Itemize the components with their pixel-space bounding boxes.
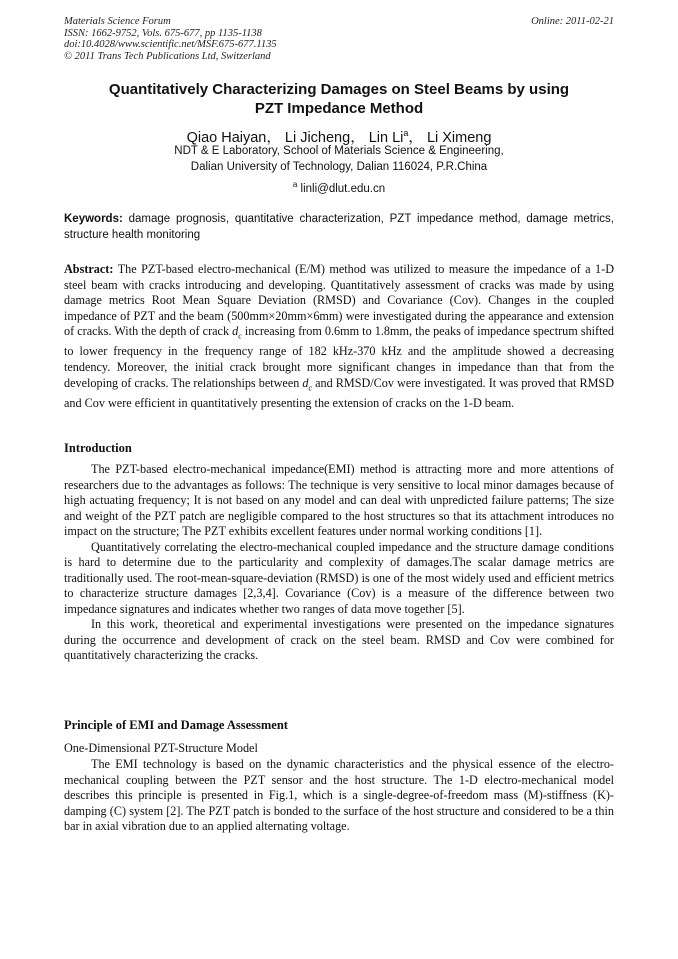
email-superscript: a: [292, 180, 298, 189]
affiliation-line-2: Dalian University of Technology, Dalian 116024, P.R.China: [190, 161, 488, 173]
intro-paragraph-3: In this work, theoretical and experimental investigations were presented on the impedance signatures during the occurrence and development of crack on the steel beam. RMSD and Cov were combined for quantitatively characterizing the cracks.: [64, 617, 614, 662]
keywords-text: damage prognosis, quantitative characterization, PZT impedance method, damage metrics, structure health monitoring: [64, 213, 614, 241]
author-email: [64, 178, 614, 196]
keywords-label: Keywords:: [64, 213, 123, 225]
copyright-line: © 2011 Trans Tech Publications Ltd, Switzerland: [64, 50, 271, 62]
journal-header: [64, 16, 277, 62]
doi-line: doi:10.4028/www.scientific.net/MSF.675-677.1135: [64, 39, 277, 50]
affiliation-line-1: NDT & E Laboratory, School of Materials Science & Engineering,: [174, 145, 504, 157]
abstract: [64, 262, 614, 411]
principle-heading: Principle of EMI and Damage Assessment: [64, 718, 288, 732]
author-3-superscript: a: [403, 128, 409, 138]
subsection-heading: One-Dimensional PZT-Structure Model: [64, 741, 258, 755]
introduction-heading: Introduction: [64, 441, 132, 455]
title-line-2: PZT Impedance Method: [254, 99, 424, 117]
crack-depth-symbol: d: [302, 375, 309, 390]
abstract-text-2: increasing from 0.6mm to 1.8mm, the peaks of impedance spectrum shifted to lower frequency in the frequency range of 182 kHz-370 kHz and the amplitude showed a decreasing tendency. Moreover, the initial crack brought more significant changes in impedance than that from the developing of cracks. The relationships between: [64, 324, 615, 390]
affiliation: [64, 143, 614, 175]
journal-name: Materials Science Forum: [64, 16, 171, 27]
crack-depth-subscript: c: [308, 383, 313, 393]
author-separator: ，: [408, 130, 423, 146]
intro-paragraph-2: Quantitatively correlating the electro-mechanical coupled impedance and the structure damage conditions is hard to determine due to the particularity and complexity of damages.The scalar damage metrics are traditionally used. The root-mean-square-deviation (RMSD) is one of the most widely used and efficient metrics to characterize structure damages [2,3,4]. Covariance (Cov) is a measure of the difference between two impedance signatures and indicates whether two ranges of data move together [5].: [64, 539, 614, 616]
issn-line: ISSN: 1662-9752, Vols. 675-677, pp 1135-1138: [64, 27, 262, 39]
introduction-body: [64, 462, 614, 664]
abstract-label: Abstract:: [64, 262, 114, 276]
principle-paragraph-1: The EMI technology is based on the dynamic characteristics and the physical essence of the electro-mechanical coupling between the PZT sensor and the host structure. The 1-D electro-mechanical model describes this principle is presented in Fig.1, which is a single-degree-of-freedom mass (M)-stiffness (K)-damping (C) system [2]. The PZT patch is bonded to the surface of the host structure and considered to be a thin bar in axial vibration due to an applied alternating voltage.: [64, 757, 614, 833]
author-3: Lin Li: [368, 130, 404, 146]
abstract-text-1: The PZT-based electro-mechanical (E/M) method was utilized to measure the impedance of a 1-D steel beam with cracks introducing and developing. Quantitatively assessment of cracks was made by using damage metrics Root Mean Square Deviation (RMSD) and Covariance (Cov). Changes in the coupled impedance of PZT and the beam (500mm×20mm×6mm) were investigated during the appearance and extension of cracks. With the depth of crack: [64, 262, 615, 339]
crack-depth-symbol: d: [232, 324, 239, 339]
keywords: [64, 212, 614, 243]
intro-paragraph-1: The PZT-based electro-mechanical impedance(EMI) method is attracting more and more attentions of researchers due to the advantages as follows: The technique is very sensitive to local minor damages because of high actuating frequency; It is not based on any model and can deal with unpredicted failure patterns; The size and weight of the PZT patch are negligible compared to the host structures so that its attachment introduces no impact on the structure; The PZT exhibits excellent features under normal working conditions [1].: [64, 462, 614, 538]
paper-title: [64, 81, 614, 118]
email-address[interactable]: linli@dlut.edu.cn: [300, 183, 386, 195]
crack-depth-subscript: c: [238, 331, 242, 341]
author-1: Qiao Haiyan: [186, 130, 267, 146]
abstract-text-3: and RMSD/Cov were investigated. It was proved that RMSD and Cov were efficient in quantitatively presenting the extension of cracks on the 1-D beam.: [64, 375, 615, 410]
online-date: Online: 2011-02-21: [531, 16, 614, 27]
author-4: Li Ximeng: [426, 130, 492, 146]
author-separator: ，: [266, 130, 281, 146]
author-2: Li Jicheng: [284, 130, 351, 146]
title-line-1: Quantitatively Characterizing Damages on Steel Beams by using: [108, 81, 570, 98]
principle-body: [64, 757, 614, 835]
author-separator: ，: [350, 130, 365, 146]
